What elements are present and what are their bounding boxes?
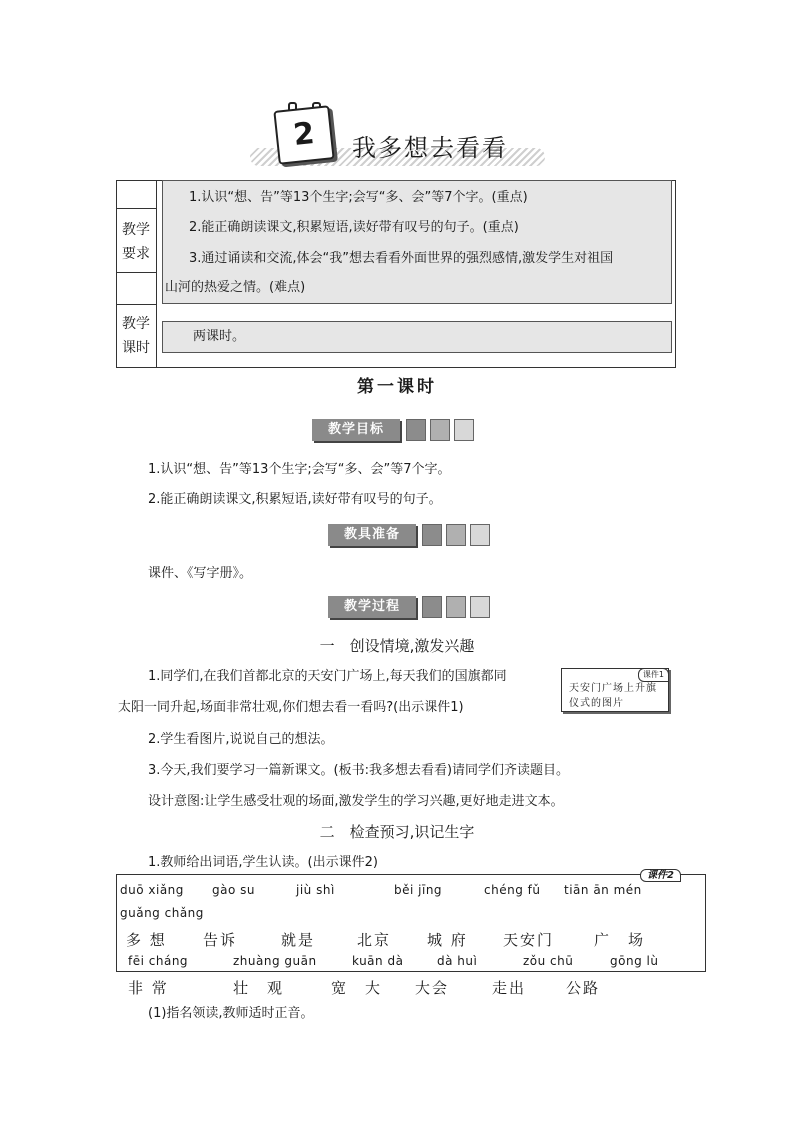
pinyin: kuān dà [352,954,404,968]
process-line: 1.同学们,在我们首都北京的天安门广场上,每天我们的国旗都同 [148,669,507,684]
table-divider [116,272,156,273]
requirement-item: 2.能正确朗读课文,积累短语,读好带有叹号的句子。(重点) [189,220,519,235]
process-line: (1)指名领读,教师适时正音。 [148,1006,314,1021]
vocab-word: 走出 [492,979,527,997]
requirement-item: 3.通过诵读和交流,体会“我”想去看看外面世界的强烈感情,激发学生对祖国 [189,251,614,266]
pinyin: fēi cháng [128,954,189,968]
requirements-box [162,180,672,304]
section-title: 第一课时 [357,377,437,397]
part-heading: 一 创设情境,激发兴趣 [319,637,475,655]
hours-box: 两课时。 [162,321,672,353]
vocab-word: 公路 [566,979,601,997]
courseware-tag: 课件1 [638,668,669,682]
goal-item: 1.认识“想、告”等13个生字;会写“多、会”等7个字。 [148,462,451,477]
pinyin: zǒu chū [523,954,574,968]
design-intent: 设计意图:让学生感受壮观的场面,激发学生的学习兴趣,更好地走进文本。 [148,794,564,809]
hours-label: 教学 课时 [122,316,150,356]
pinyin: chéng fǔ [484,883,541,897]
process-line: 太阳一同升起,场面非常壮观,你们想去看一看吗?(出示课件1) [118,700,464,715]
pinyin: jiù shì [296,883,335,897]
pinyin: duō xiǎng [120,883,184,897]
pinyin: dà huì [437,954,478,968]
courseware-note [561,668,669,712]
process-line: 2.学生看图片,说说自己的想法。 [148,732,334,747]
table-divider [116,208,156,209]
pinyin: gōng lù [610,954,659,968]
process-line: 3.今天,我们要学习一篇新课文。(板书:我多想去看看)请同学们齐读题目。 [148,763,570,778]
pinyin: gào su [212,883,255,897]
pinyin: zhuàng guān [233,954,317,968]
courseware-tag: 课件2 [640,869,681,882]
part-heading: 二 检查预习,识记生字 [319,823,475,841]
lesson-title: 我多想去看看 [352,134,508,162]
goal-item: 2.能正确朗读课文,积累短语,读好带有叹号的句子。 [148,492,442,507]
lesson-number-badge: 2 [273,105,334,165]
requirements-label: 教学 要求 [122,222,150,262]
vocab-word: 多 想 [126,931,167,949]
vocab-word: 城 府 [427,931,468,949]
process-line: 1.教师给出词语,学生认读。(出示课件2) [148,855,378,870]
pinyin: tiān ān mén [564,883,642,897]
requirement-item: 1.认识“想、告”等13个生字;会写“多、会”等7个字。(重点) [189,190,528,205]
vocab-word: 北京 [357,931,392,949]
vocab-word: 就是 [281,931,316,949]
pinyin: běi jīng [394,883,443,897]
table-divider [156,180,157,368]
pinyin: guǎng chǎng [120,906,204,920]
materials-text: 课件、《写字册》。 [148,566,253,581]
vocab-word: 告诉 [203,931,238,949]
table-divider [116,304,156,305]
vocab-word: 大会 [415,979,450,997]
vocab-word: 天安门 [503,931,555,949]
vocab-word: 非 常 [128,979,169,997]
vocab-word: 宽 大 [331,979,383,997]
vocab-word: 广 场 [594,931,646,949]
vocab-word: 壮 观 [233,979,285,997]
courseware-text: 天安门广场上升旗仪式的图片 [569,683,657,709]
requirement-item: 山河的热爱之情。(难点) [165,280,306,295]
